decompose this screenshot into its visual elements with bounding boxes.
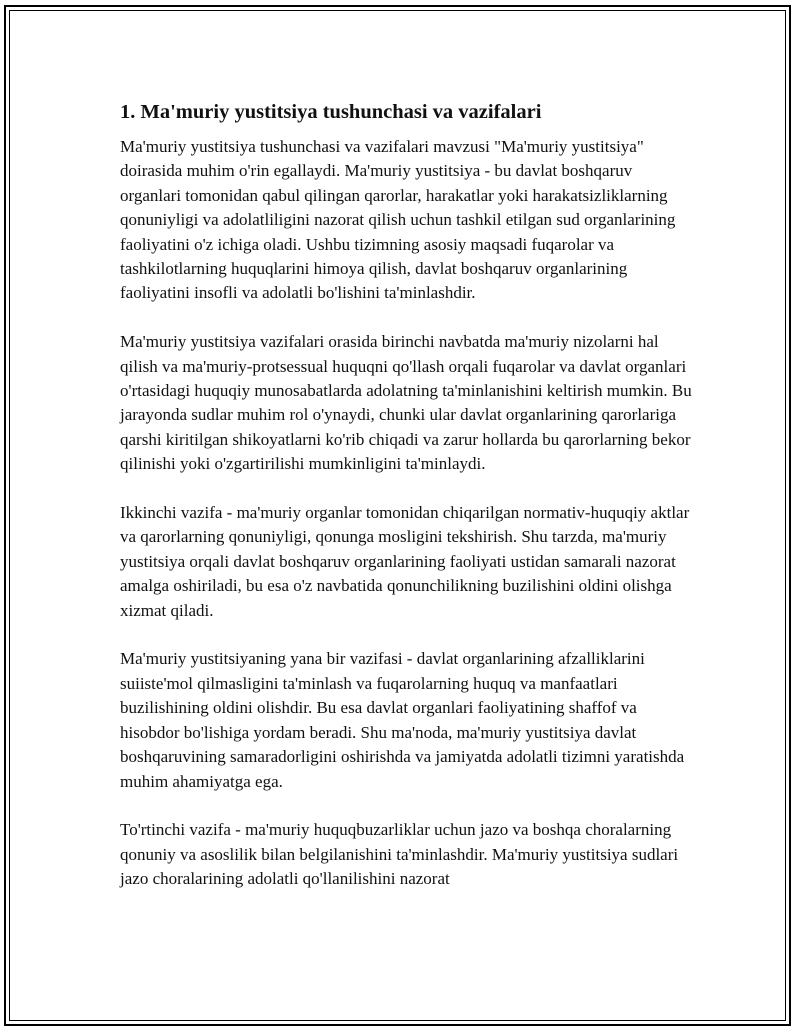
paragraph-2: Ma'muriy yustitsiya vazifalari orasida birinchi navbatda ma'muriy nizolarni hal qilish va ma'muriy-protsessual huquqni qo'llash orqali fuqarolar va davlat organlari o'rtasidagi huquqiy munosabatlarda adolatning ta'minlanishini keltirish mumkin. Bu jarayonda sudlar muhim rol o'ynaydi, chunki ular davlat organlarining qarorlariga qarshi kiritilgan shikoyatlarni ko'rib chiqadi va zarur hollarda bu qarorlarning bekor qilinishi yoki o'zgartirilishi mumkinligini ta'minlaydi. [120, 332, 692, 474]
paragraph-3: Ikkinchi vazifa - ma'muriy organlar tomonidan chiqarilgan normativ-huquqiy aktlar va qarorlarning qonuniyligi, qonunga mosligini tekshirish. Shu tarzda, ma'muriy yustitsiya orqali davlat boshqaruv organlarining faoliyati ustidan samarali nazorat amalga oshiriladi, bu esa o'z navbatida qonunchilikning buzilishini oldini olishga xizmat qiladi. [120, 503, 690, 620]
page-frame [4, 5, 791, 1026]
paragraph-4: Ma'muriy yustitsiyaning yana bir vazifasi - davlat organlarining afzalliklarini suiiste'mol qilmasligini ta'minlash va fuqarolarning huquq va manfaatlari buzilishining oldini olishdir. Bu esa davlat organlari faoliyatining shaffof va hisobdor bo'lishiga yordam beradi. Shu ma'noda, ma'muriy yustitsiya davlat boshqaruvining samaradorligini oshirishda va jamiyatda adolatli tizimni yaratishda muhim ahamiyatga ega. [120, 649, 685, 791]
paragraph-5: To'rtinchi vazifa - ma'muriy huquqbuzarliklar uchun jazo va boshqa choralarning qonuniy va asoslilik bilan belgilanishini ta'minlashdir. Ma'muriy yustitsiya sudlari jazo choralarining adolatli qo'llanilishini nazorat [120, 820, 679, 889]
section-heading: 1. Ma'muriy yustitsiya tushunchasi va vazifalari [120, 101, 542, 123]
paragraph-1: Ma'muriy yustitsiya tushunchasi va vazifalari mavzusi "Ma'muriy yustitsiya" doirasida muhim o'rin egallaydi. Ma'muriy yustitsiya - bu davlat boshqaruv organlari tomonidan qabul qilingan qarorlar, harakatlar yoki harakatsizliklarning qonuniyligi va adolatliligini nazorat qilish uchun tashkil etilgan sud organlarining faoliyatini o'z ichiga oladi. Ushbu tizimning asosiy maqsadi fuqarolar va tashkilotlarning huquqlarini himoya qilish, davlat boshqaruv organlarining faoliyatini insofli va adolatli bo'lishini ta'minlashdir. [120, 137, 676, 303]
document-body [120, 99, 695, 916]
